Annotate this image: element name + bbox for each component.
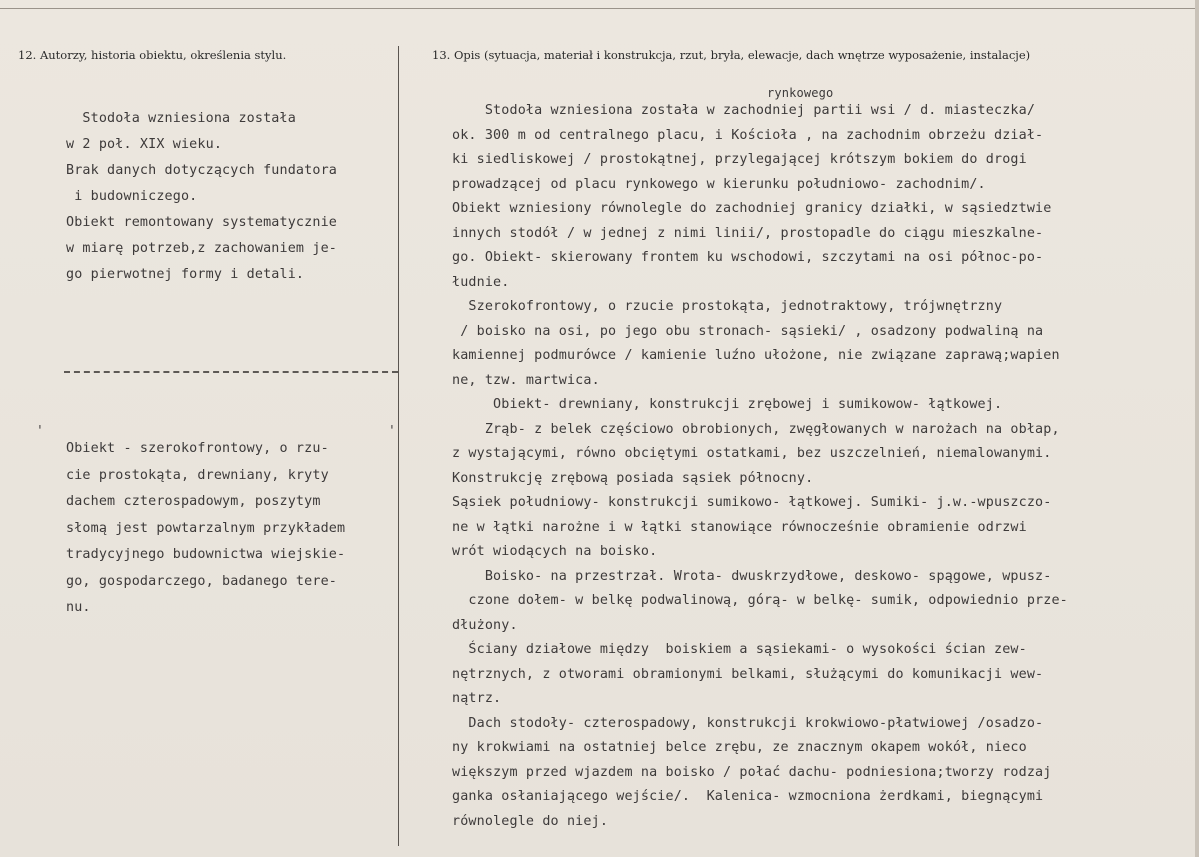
description-line: wrót wiodących na boisko. — [452, 544, 658, 559]
history-line: Brak danych dotyczących fundatora — [66, 163, 337, 178]
card-edge — [1195, 0, 1199, 857]
summary-text — [66, 436, 345, 622]
description-line: nętrznych, z otworami obramionymi belkami, służącymi do komunikacji wew- — [452, 666, 1044, 682]
description-line: Ściany działowe między boiskiem a sąsiekami- o wysokości ścian zew- — [452, 642, 1027, 657]
inserted-word: rynkowego — [767, 86, 834, 100]
history-line: w 2 poł. XIX wieku. — [66, 137, 223, 152]
description-line: Konstrukcję zrębową posiada sąsiek północny. — [452, 470, 814, 486]
history-text — [66, 106, 337, 288]
summary-line: go, gospodarczego, badanego tere- — [66, 573, 337, 589]
description-line: równolegle do niej. — [452, 813, 609, 829]
history-line: Obiekt remontowany systematycznie — [66, 215, 337, 230]
margin-mark: ' — [36, 424, 44, 439]
summary-line: tradycyjnego budownictwa wiejskie- — [66, 547, 346, 562]
description-line: kamiennej podmurówce / kamienie luźno ułożone, nie związane zaprawą;wapien — [452, 348, 1060, 363]
section-13-header: 13. Opis (sytuacja, materiał i konstrukcja, rzut, bryła, elewacje, dach wnętrze wyposażenie, instalacje) — [432, 48, 1031, 62]
margin-mark: ' — [388, 424, 396, 439]
description-line: ne, tzw. martwica. — [452, 372, 600, 388]
description-line: ganka osłaniającego wejście/. Kalenica- wzmocniona żerdkami, biegnącymi — [452, 789, 1044, 804]
column-divider — [398, 46, 399, 846]
description-line: dłużony. — [452, 617, 518, 633]
summary-line: dachem czterospadowym, poszytym — [66, 494, 321, 509]
description-line: nątrz. — [452, 691, 502, 706]
summary-line: cie prostokąta, drewniany, kryty — [66, 467, 329, 483]
description-line: z wystającymi, równo obciętymi ostatkami, bez uszczelnień, niemalowanymi. — [452, 446, 1052, 461]
description-line: łudnie. — [452, 274, 510, 290]
summary-line: Obiekt - szerokofrontowy, o rzu- — [66, 441, 329, 456]
history-line: w miarę potrzeb,z zachowaniem je- — [66, 241, 337, 256]
summary-line: słomą jest powtarzalnym przykładem — [66, 520, 346, 536]
section-12-header: 12. Autorzy, historia obiektu, określenia stylu. — [18, 48, 287, 62]
dashed-separator — [64, 371, 398, 373]
description-line: ok. 300 m od centralnego placu, i Kościoła , na zachodnim obrzeżu dział- — [452, 127, 1044, 143]
history-line: go pierwotnej formy i detali. — [66, 267, 305, 282]
description-line: / boisko na osi, po jego obu stronach- sąsieki/ , osadzony podwaliną na — [452, 323, 1044, 339]
description-line: Szerokofrontowy, o rzucie prostokąta, jednotraktowy, trójwnętrzny — [452, 299, 1003, 314]
description-text — [452, 99, 1068, 834]
description-line: Obiekt wzniesiony równolegle do zachodniej granicy działki, w sąsiedztwie — [452, 201, 1052, 216]
description-line: Stodoła wzniesiona została w zachodniej partii wsi / d. miasteczka/ — [452, 103, 1036, 118]
history-line: Stodoła wzniesiona została — [66, 111, 296, 126]
description-line: Zrąb- z belek częściowo obrobionych, zwęgłowanych w narożach na obłap, — [452, 421, 1060, 437]
description-line: Obiekt- drewniany, konstrukcji zrębowej i sumikowow- łątkowej. — [452, 397, 1003, 412]
summary-line: nu. — [66, 600, 91, 615]
description-line: ne w łątki narożne i w łątki stanowiące równocześnie obramienie odrzwi — [452, 519, 1027, 535]
top-rule — [0, 8, 1199, 9]
description-line: Sąsiek południowy- konstrukcji sumikowo- łątkowej. Sumiki- j.w.-wpuszczo- — [452, 495, 1052, 510]
history-line: i budowniczego. — [66, 189, 198, 204]
description-line: ny krokwiami na ostatniej belce zrębu, ze znacznym okapem wokół, nieco — [452, 740, 1027, 755]
description-line: Dach stodoły- czterospadowy, konstrukcji krokwiowo-płatwiowej /osadzo- — [452, 715, 1044, 731]
description-line: ki siedliskowej / prostokątnej, przylegającej krótszym bokiem do drogi — [452, 152, 1027, 167]
description-line: innych stodół / w jednej z nimi linii/, prostopadle do ciągu mieszkalne- — [452, 225, 1044, 241]
description-line: go. Obiekt- skierowany frontem ku wschodowi, szczytami na osi północ-po- — [452, 250, 1044, 265]
description-line: większym przed wjazdem na boisko / połać dachu- podniesiona;tworzy rodzaj — [452, 764, 1052, 780]
description-line: prowadzącej od placu rynkowego w kierunku południowo- zachodnim/. — [452, 176, 986, 192]
description-line: czone dołem- w belkę podwalinową, górą- w belkę- sumik, odpowiednio prze- — [452, 593, 1068, 608]
description-line: Boisko- na przestrzał. Wrota- dwuskrzydłowe, deskowo- spągowe, wpusz- — [452, 568, 1052, 584]
